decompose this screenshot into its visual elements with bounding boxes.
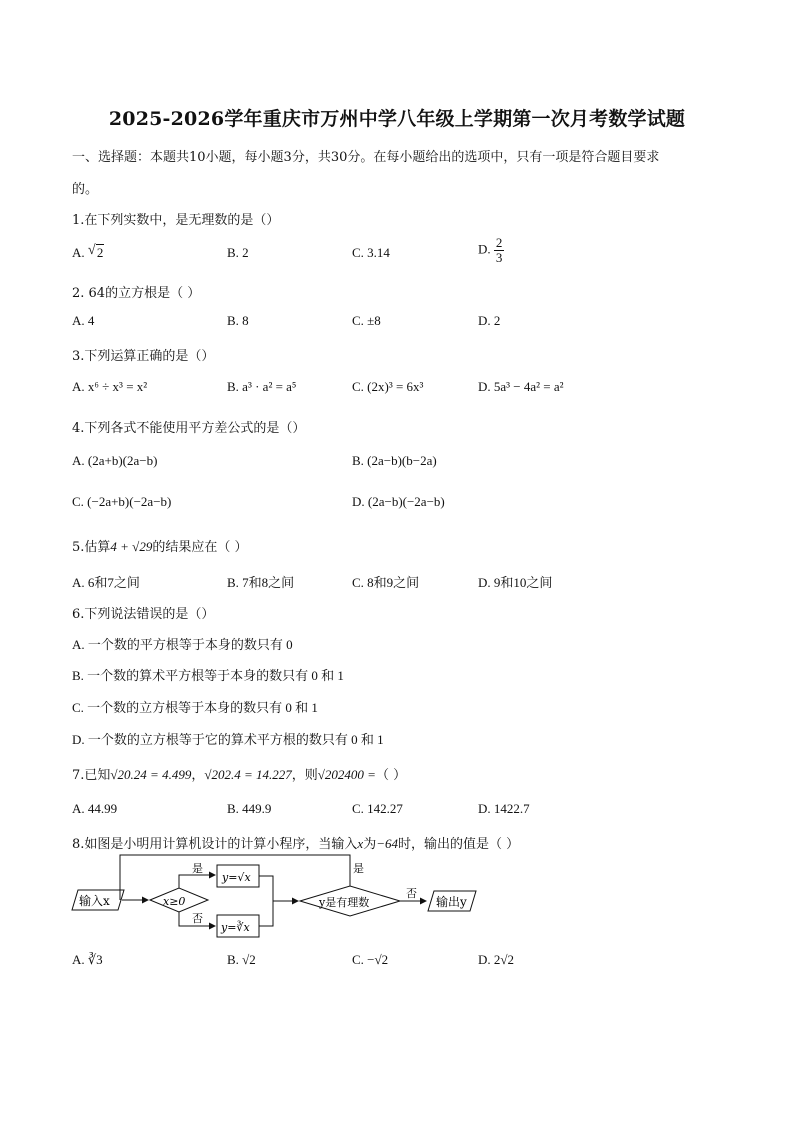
no-label-1: 否 [192,912,203,925]
q5-option-a: A. 6和7之间 [72,575,140,590]
q8-option-c: C. −√2 [352,952,389,967]
q1-option-d: D. $\frac{2}{3}$ [478,235,503,265]
q7-option-c: C. 142.27 [352,801,403,816]
section-instructions: 一、选择题：本题共10小题，每小题3分，共30分。在每小题给出的选项中，只有一项是符合题目要求 [72,150,660,165]
q4-option-b: B. (2a−b)(b−2a) [352,453,437,468]
question-4-stem: 4.下列各式不能使用平方差公式的是（） [72,421,306,436]
q6-option-d: D. 一个数的立方根等于它的算术平方根的数只有 0 和 1 [72,732,384,747]
q2-option-c: C. ±8 [352,313,381,328]
q1-option-b: B. 2 [227,245,249,260]
q5-option-b: B. 7和8之间 [227,575,295,590]
no-label-2: 否 [406,887,417,900]
q3-option-b: B. a³ · a² = a⁵ [227,379,297,394]
page-title: 2025-2026学年重庆市万州中学八年级上学期第一次月考数学试题 [108,108,686,130]
q1-option-a: A. √ 2 [72,243,104,260]
q5-option-d: D. 9和10之间 [478,575,553,590]
q8-option-b: B. √2 [227,952,256,967]
question-3-stem: 3.下列运算正确的是（） [72,349,215,364]
q1-option-c: C. 3.14 [352,245,390,260]
question-1-stem: 1.在下列实数中，是无理数的是（） [72,213,280,228]
output-label: 输出y [436,895,467,909]
q8-option-d: D. 2√2 [478,952,515,967]
q8-option-a: A. ∛3 [72,952,103,967]
q3-option-a: A. x⁶ ÷ x³ = x² [72,379,148,394]
sqrt-box-label: y=√x [222,871,251,884]
q2-option-a: A. 4 [72,313,95,328]
yes-label-2: 是 [353,862,364,875]
question-7-stem: 7.已知√20.24 = 4.499，√202.4 = 14.227，则√202400 =（ ） [72,767,407,783]
q2-option-b: B. 8 [227,313,249,328]
program-flowchart [70,850,490,942]
q7-option-b: B. 449.9 [227,801,272,816]
q7-option-a: A. 44.99 [72,801,118,816]
input-label: 输入x [79,894,110,908]
q5-expression: 4 + √29 [110,539,153,554]
q7-option-d: D. 1422.7 [478,801,530,816]
decision-label: y是有理数 [319,896,370,909]
cbrt-box-label: y=∛x [221,921,250,934]
question-2-stem: 2. 64的立方根是（ ） [72,286,201,301]
q2-option-d: D. 2 [478,313,501,328]
question-5-stem: 5.估算4 + √29的结果应在（ ） [72,539,248,555]
yes-label-1: 是 [192,862,203,875]
q6-option-a: A. 一个数的平方根等于本身的数只有 0 [72,637,293,652]
q6-option-b: B. 一个数的算术平方根等于本身的数只有 0 和 1 [72,668,344,683]
q4-option-a: A. (2a+b)(2a−b) [72,453,158,468]
q6-option-c: C. 一个数的立方根等于本身的数只有 0 和 1 [72,700,318,715]
q3-option-c: C. (2x)³ = 6x³ [352,379,424,394]
question-8-stem: 8.如图是小明用计算机设计的计算小程序，当输入x为−64时，输出的值是（ ） [72,836,520,852]
q3-option-d: D. 5a³ − 4a² = a² [478,379,564,394]
q5-option-c: C. 8和9之间 [352,575,420,590]
condition-label: x≥0 [163,895,186,908]
q4-option-c: C. (−2a+b)(−2a−b) [72,494,172,509]
question-6-stem: 6.下列说法错误的是（） [72,607,215,622]
q4-option-d: D. (2a−b)(−2a−b) [352,494,445,509]
section-instructions-cont: 的。 [72,182,99,197]
